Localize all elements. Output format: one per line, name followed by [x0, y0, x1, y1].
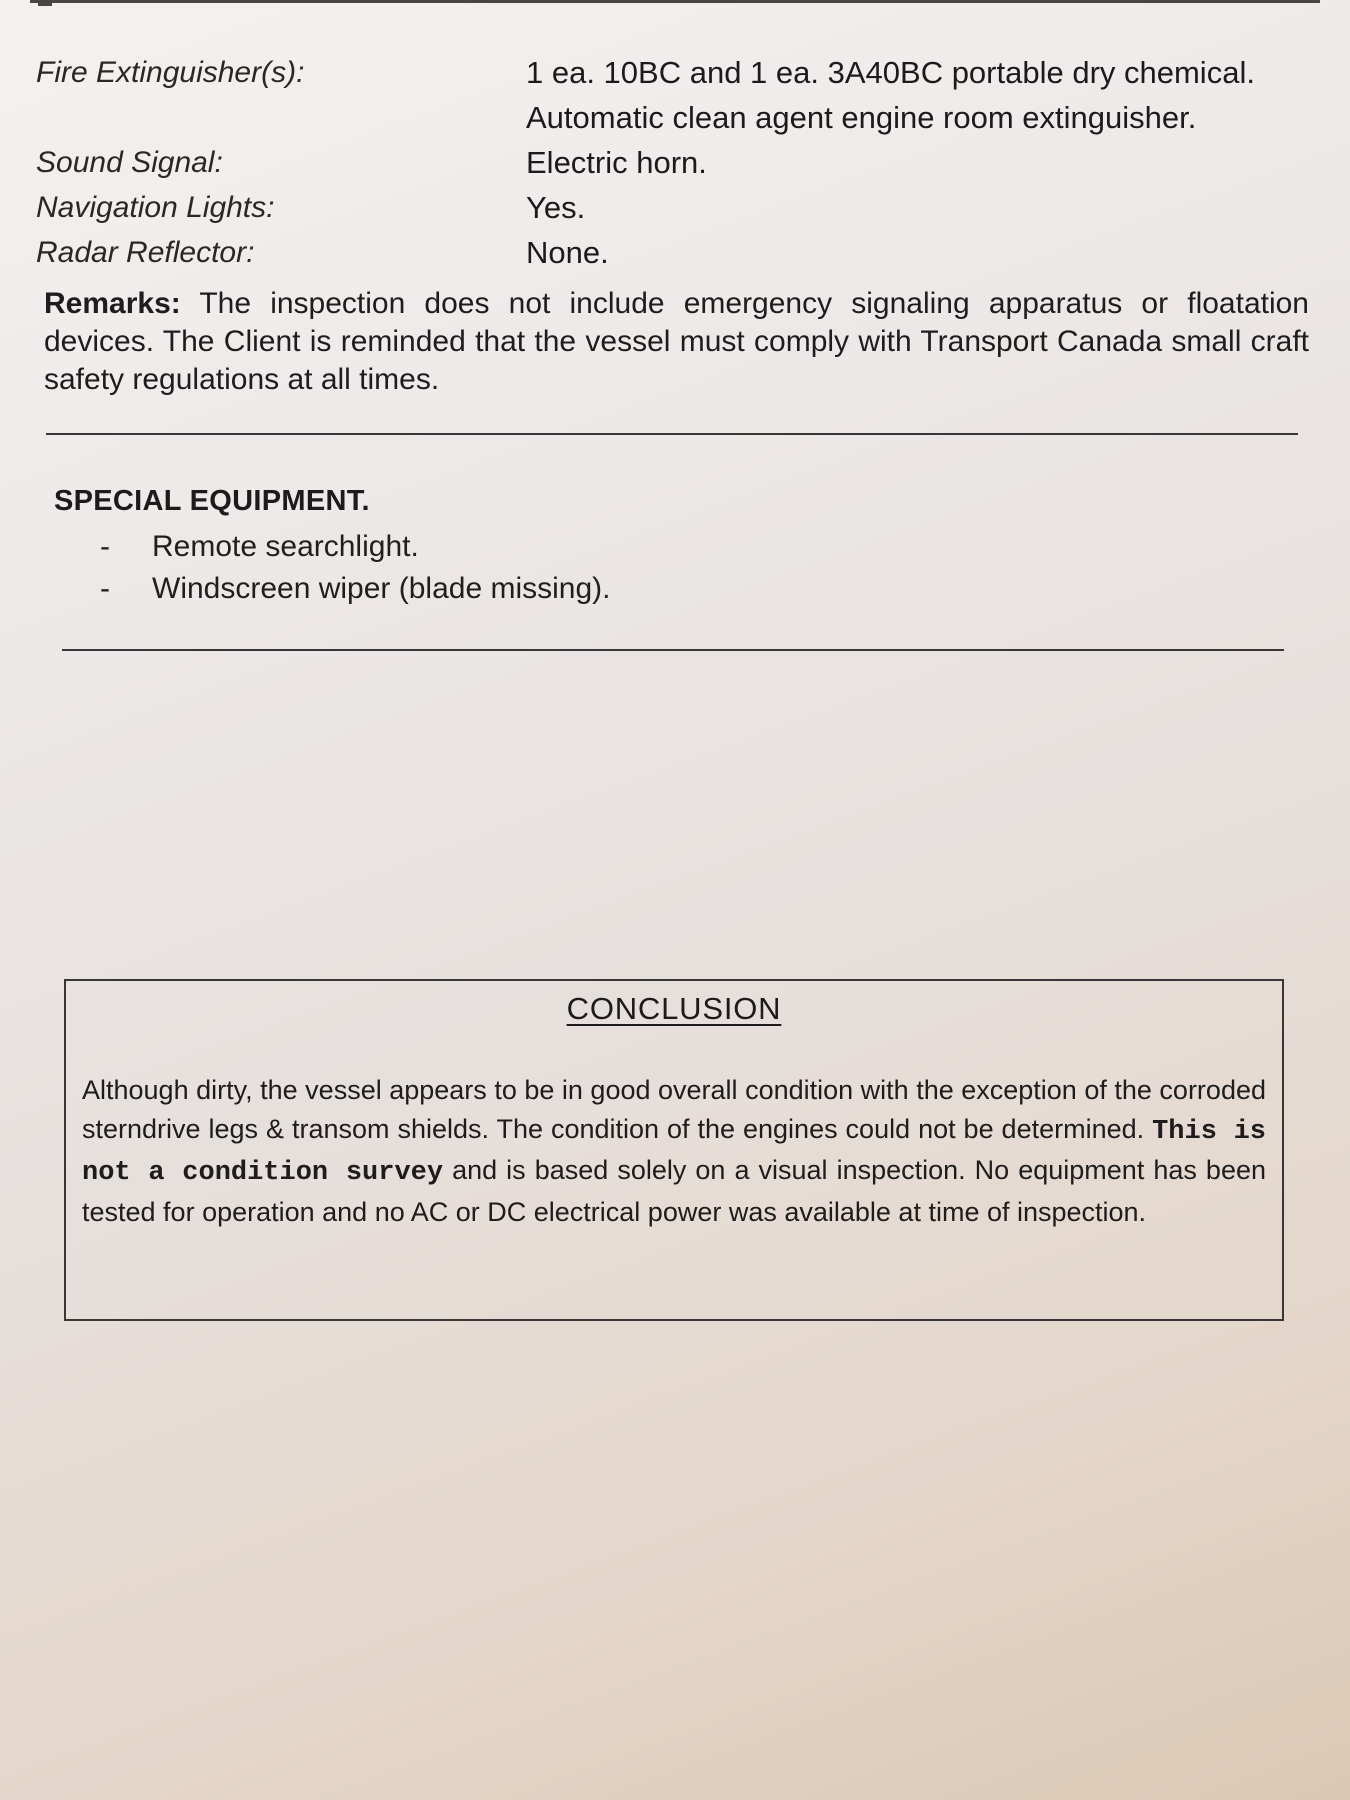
- conclusion-text-after: and is based solely on a visual inspection. No equipment has been tested for operation and no AC or DC electrical power was available at time of inspection.: [82, 1155, 1266, 1227]
- list-bullet: -: [100, 572, 110, 605]
- spec-label: Sound Signal:: [36, 146, 223, 179]
- conclusion-paragraph: [82, 1071, 1266, 1231]
- list-item-text: Windscreen wiper (blade missing).: [152, 572, 611, 605]
- spec-row-radar-reflector: [36, 230, 1316, 275]
- list-bullet: -: [100, 530, 110, 563]
- section-divider: [62, 649, 1284, 651]
- special-equipment-list: [100, 526, 611, 610]
- remarks-label: Remarks:: [44, 287, 181, 320]
- spec-label: Navigation Lights:: [36, 191, 275, 224]
- conclusion-text-bold: This is not a condition survey: [82, 1116, 1266, 1188]
- spec-value-line: 1 ea. 10BC and 1 ea. 3A40BC portable dry chemical.: [526, 55, 1255, 90]
- spec-value-line: Automatic clean agent engine room extinguisher.: [526, 100, 1197, 135]
- special-equipment-heading: SPECIAL EQUIPMENT.: [54, 485, 370, 517]
- spec-row-sound-signal: [36, 140, 1316, 185]
- spec-row-navigation-lights: [36, 185, 1316, 230]
- section-divider: [46, 433, 1298, 435]
- equipment-spec-table: [36, 50, 1316, 275]
- spec-value: [526, 50, 1316, 140]
- list-item-text: Remote searchlight.: [152, 530, 419, 563]
- conclusion-text-before: Although dirty, the vessel appears to be in good overall condition with the exception of the corroded sterndrive legs & transom shields. The condition of the engines could not be determined.: [82, 1075, 1266, 1144]
- spec-value: Yes.: [526, 190, 586, 225]
- spec-label: Fire Extinguisher(s):: [36, 56, 305, 89]
- list-item: [100, 568, 611, 610]
- remarks-text: The inspection does not include emergency signaling apparatus or floatation devices. The Client is reminded that the vessel must comply with Transport Canada small craft safety regulations at all times.: [44, 287, 1309, 396]
- conclusion-heading-text: CONCLUSION: [566, 991, 782, 1026]
- spec-label: Radar Reflector:: [36, 236, 255, 269]
- spec-value: Electric horn.: [526, 145, 707, 180]
- remarks-paragraph: [44, 285, 1309, 399]
- top-border-tick: [38, 0, 52, 6]
- spec-row-fire-extinguishers: [36, 50, 1316, 140]
- conclusion-box: [64, 979, 1284, 1321]
- top-border-rule: [30, 0, 1320, 3]
- conclusion-heading: [66, 991, 1282, 1027]
- list-item: [100, 526, 611, 568]
- spec-value: None.: [526, 235, 609, 270]
